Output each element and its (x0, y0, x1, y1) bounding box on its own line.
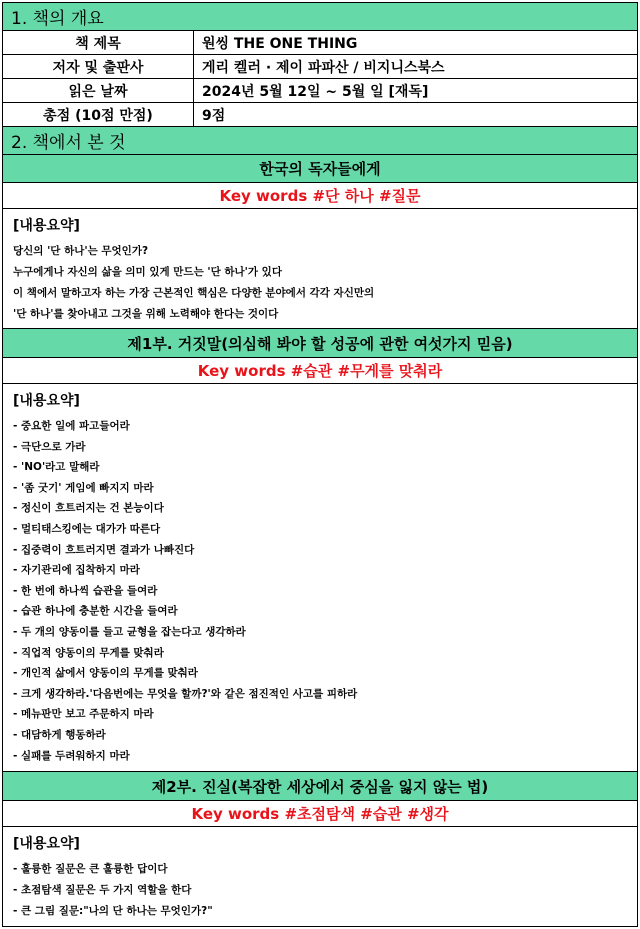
section-2-header (3, 127, 637, 155)
part-heading (3, 155, 637, 183)
part-heading (3, 772, 637, 801)
info-row-author (3, 55, 637, 79)
summary-line: - 큰 그림 질문:"나의 단 하나는 무엇인가?" (13, 905, 213, 917)
info-key: 책 제목 (3, 31, 194, 54)
summary-line: - 메뉴판만 보고 주문하지 마라 (13, 708, 154, 721)
info-value: 2024년 5월 12일 ~ 5월 일 [재독] (202, 83, 429, 100)
summary-line: 누구에게나 자신의 삶을 의미 있게 만드는 '단 하나'가 있다 (13, 266, 282, 278)
keywords-text: Key words #단 하나 #질문 (219, 187, 421, 205)
summary-box (3, 209, 637, 329)
section-1-header (3, 3, 637, 31)
summary-line: - 훌륭한 질문은 큰 훌륭한 답이다 (13, 863, 168, 875)
summary-line: - 대담하게 행동하라 (13, 728, 106, 741)
summary-line: - 습관 하나에 충분한 시간을 들여라 (13, 605, 178, 618)
summary-line: - 중요한 일에 파고들어라 (13, 420, 130, 432)
info-row-title (3, 31, 637, 55)
keywords-row (3, 183, 637, 209)
summary-line: - 정신이 흐트러지는 건 본능이다 (13, 502, 164, 515)
info-key: 총점 (10점 만점) (3, 103, 194, 126)
summary-title: [내용요약] (13, 393, 80, 409)
summary-line: - 두 개의 양동이를 들고 균형을 잡는다고 생각하라 (13, 625, 246, 638)
document-table (2, 2, 638, 927)
info-value: 원씽 THE ONE THING (202, 35, 358, 52)
summary-title: [내용요약] (13, 836, 80, 852)
summary-title: [내용요약] (13, 218, 80, 234)
summary-line: - 크게 생각하라.'다음번에는 무엇을 할까?'와 같은 점진적인 사고를 피하라 (13, 687, 358, 700)
summary-line: - 자기관리에 집착하지 마라 (13, 564, 140, 577)
summary-line: - 초점탐색 질문은 두 가지 역할을 한다 (13, 884, 192, 896)
summary-line: - '좀 굿기' 게임에 빠지지 마라 (13, 481, 154, 494)
info-row-score (3, 103, 637, 127)
summary-line: - 집중력이 흐트러지면 결과가 나빠진다 (13, 543, 195, 556)
part-heading-text: 제2부. 진실(복잡한 세상에서 중심을 잃지 않는 법) (151, 777, 489, 796)
section-2-title: 2. 책에서 본 것 (11, 133, 126, 153)
summary-line: - 극단으로 가라 (13, 440, 86, 453)
summary-line: - 실패를 두려워하지 마라 (13, 749, 130, 762)
summary-line: 당신의 '단 하나'는 무엇인가? (13, 245, 149, 257)
summary-line: - 개인적 삶에서 양동이의 무게를 맞춰라 (13, 667, 198, 680)
section-1-title: 1. 책의 개요 (11, 9, 104, 29)
info-value: 9점 (202, 107, 226, 124)
part-heading-text: 한국의 독자들에게 (259, 160, 381, 178)
summary-line: - 멀티태스킹에는 대가가 따른다 (13, 522, 161, 535)
keywords-row (3, 801, 637, 827)
summary-line: - 'NO'라고 말해라 (13, 461, 100, 474)
info-row-date (3, 79, 637, 103)
summary-line: - 직업적 양동이의 무게를 맞춰라 (13, 646, 164, 659)
keywords-text: Key words #습관 #무게를 맞춰라 (197, 362, 443, 380)
info-key: 읽은 날짜 (3, 79, 194, 102)
part-heading-text: 제1부. 거짓말(의심해 봐야 할 성공에 관한 여섯가지 믿음) (127, 334, 513, 353)
info-key: 저자 및 출판사 (3, 55, 194, 78)
keywords-text: Key words #초점탐색 #습관 #생각 (191, 805, 449, 823)
part-heading (3, 329, 637, 358)
summary-line: '단 하나'를 찾아내고 그것을 위해 노력해야 한다는 것이다 (13, 308, 279, 320)
summary-line: 이 책에서 말하고자 하는 가장 근본적인 핵심은 다양한 분야에서 각각 자신만의 (13, 287, 375, 299)
keywords-row (3, 358, 637, 384)
summary-line: - 한 번에 하나씩 습관을 들여라 (13, 584, 158, 597)
summary-box (3, 384, 637, 772)
info-value: 게리 켈러 · 제이 파파산 / 비지니스북스 (202, 59, 445, 76)
summary-box (3, 827, 637, 926)
